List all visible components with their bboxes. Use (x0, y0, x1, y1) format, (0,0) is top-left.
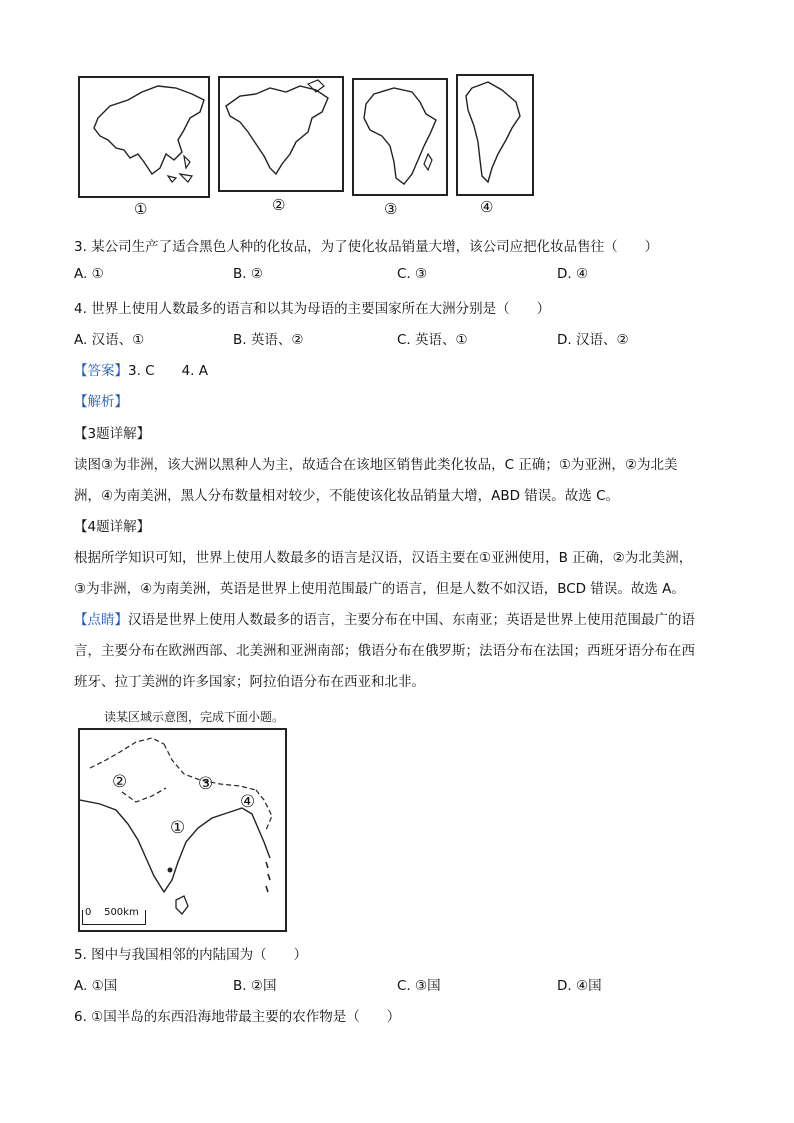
tip-text-1: 汉语是世界上使用人数最多的语言，主要分布在中国、东南亚；英语是世界上使用范围最广的语 (128, 612, 695, 628)
q5-option-b[interactable]: B. ②国 (233, 978, 277, 994)
q3-option-d[interactable]: D. ④ (557, 266, 589, 282)
map-label-2: ② (272, 196, 286, 214)
detail4-line2: ③为非洲，④为南美洲，英语是世界上使用范围最广的语言，但是人数不如汉语，BCD 错误。故选 A。 (74, 581, 685, 597)
asia-map (78, 76, 210, 198)
region-label-1: ① (170, 818, 186, 838)
q4-option-d[interactable]: D. 汉语、② (557, 332, 629, 348)
north-america-map (218, 76, 344, 192)
q3-option-a[interactable]: A. ① (74, 266, 104, 282)
detail4-tag: 【4题详解】 (74, 519, 151, 535)
detail3-line1: 读图③为非洲，该大洲以黑种人为主，故适合在该地区销售此类化妆品，C 正确；①为亚洲，②为北美 (74, 457, 678, 473)
detail3-tag: 【3题详解】 (74, 426, 151, 442)
tip-line3: 班牙、拉丁美洲的许多国家；阿拉伯语分布在西亚和北非。 (74, 674, 425, 690)
q4-option-b[interactable]: B. 英语、② (233, 332, 304, 348)
answer-tag: 【答案】 (74, 363, 128, 379)
africa-map (352, 78, 448, 196)
analysis-tag: 【解析】 (74, 394, 128, 410)
q5-option-a[interactable]: A. ①国 (74, 978, 118, 994)
q5-stem: 5. 图中与我国相邻的内陆国为（ ） (74, 947, 308, 963)
answer-line (74, 359, 208, 379)
continent-maps-figure (76, 72, 536, 222)
south-america-map (456, 74, 534, 196)
q5-option-c[interactable]: C. ③国 (397, 978, 441, 994)
map-label-1: ① (134, 200, 148, 218)
q4-option-c[interactable]: C. 英语、① (397, 332, 468, 348)
tip-tag: 【点睛】 (74, 612, 128, 628)
detail4-line1: 根据所学知识可知，世界上使用人数最多的语言是汉语，汉语主要在①亚洲使用，B 正确，②为北美洲， (74, 550, 693, 566)
map-label-4: ④ (480, 198, 494, 216)
tip-line2: 言，主要分布在欧洲西部、北美洲和亚洲南部；俄语分布在俄罗斯；法语分布在法国；西班牙语分布在西 (74, 643, 695, 659)
region-label-2: ② (112, 772, 128, 792)
q6-stem: 6. ①国半岛的东西沿海地带最主要的农作物是（ ） (74, 1009, 401, 1025)
region-label-3: ③ (198, 774, 214, 794)
scale-bar-label: 0 500km (85, 907, 139, 918)
q3-stem: 3. 某公司生产了适合黑色人种的化妆品，为了使化妆品销量大增，该公司应把化妆品售往（ ） (74, 239, 659, 255)
region-map-note: 读某区域示意图，完成下面小题。 (104, 710, 285, 724)
q3-option-c[interactable]: C. ③ (397, 266, 428, 282)
answer-text: 3. C 4. A (128, 363, 209, 379)
q3-option-b[interactable]: B. ② (233, 266, 263, 282)
detail3-line2: 洲，④为南美洲，黑人分布数量相对较少，不能使该化妆品销量大增，ABD 错误。故选 C。 (74, 488, 620, 504)
scale-bar (82, 907, 146, 925)
q4-option-a[interactable]: A. 汉语、① (74, 332, 145, 348)
region-label-4: ④ (240, 792, 256, 812)
q4-stem: 4. 世界上使用人数最多的语言和以其为母语的主要国家所在大洲分别是（ ） (74, 301, 551, 317)
region-map (78, 728, 287, 932)
tip-line1 (74, 608, 695, 628)
q5-option-d[interactable]: D. ④国 (557, 978, 602, 994)
map-label-3: ③ (384, 200, 398, 218)
